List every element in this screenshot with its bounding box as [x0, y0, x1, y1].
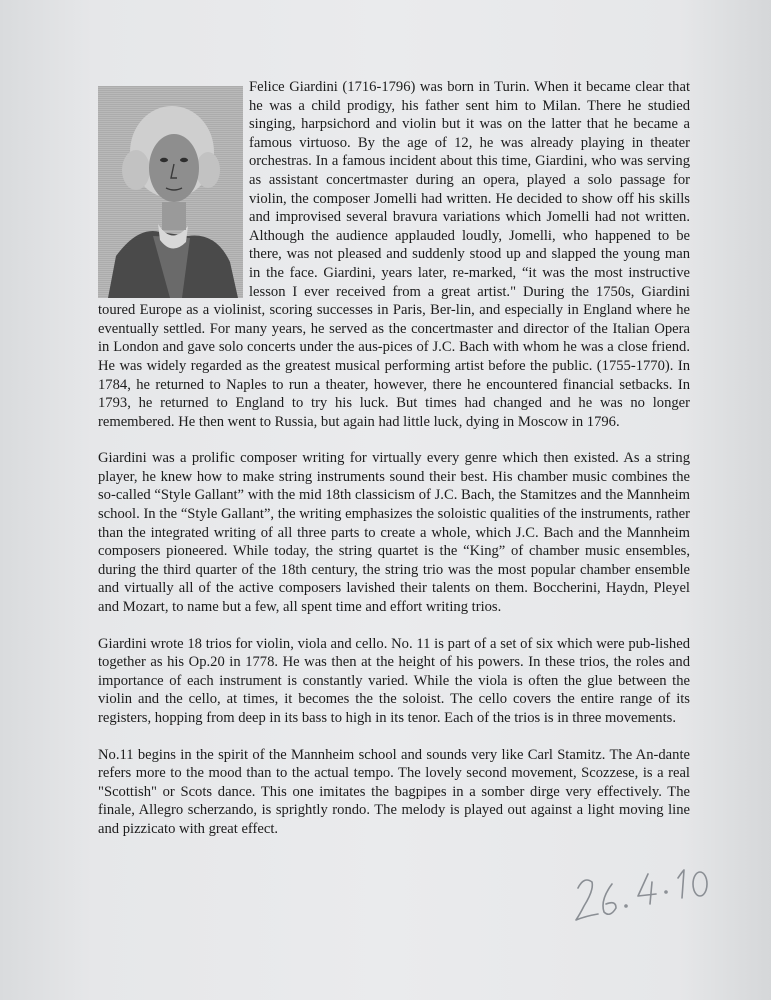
- article-body: [98, 78, 690, 857]
- handwritten-date-drawing: [570, 862, 730, 932]
- paragraph-biography: Felice Giardini (1716-1796) was born in Turin. When it became clear that he was a child prodigy, his father sent him to Milan. There he studied singing, harpsichord and violin but it was on the latter that he became a famous virtuoso. By the age of 12, he was already playing in theater orchestras. In a famous incident about this time, Giardini, who was serving as assistant concertmaster during an opera, played a solo passage for violin, the composer Jomelli had written. He decided to show off his skills and improvised several bravura variations which Jomelli had not written. Although the audience applauded loudly, Jomelli, who happened to be there, was not pleased and suddenly stood up and slapped the young man in the face. Giardini, years later, re-marked, “it was the most instructive lesson I ever received from a great artist." During the 1750s, Giardini toured Europe as a violinist, scoring successes in Paris, Ber-lin, and especially in England where he eventually settled. For many years, he served as the concertmaster and director of the Italian Opera in London and gave solo concerts under the aus-pices of J.C. Bach with whom he was a close friend. He was widely regarded as the greatest musical performing artist before the public. (1755-1770). In 1784, he returned to Naples to run a theater, however, there he encountered financial setbacks. In 1793, he returned to England to try his luck. But times had changed and he was no longer remembered. He then went to Russia, but again had little luck, dying in Moscow in 1796.: [98, 79, 690, 430]
- paragraph-no11: No.11 begins in the spirit of the Mannheim school and sounds very like Carl Stamitz. The An-dante refers more to the mood than to the actual tempo. The lovely second movement, Scozzese, is a real "Scottish" or Scots dance. This one imitates the bagpipes in a somber dirge very effectively. The finale, Allegro scherzando, is sprightly rondo. The melody is played out against a light moving line and pizzicato with great effect.: [98, 746, 690, 837]
- paragraph-composer-style: Giardini was a prolific composer writing for virtually every genre which then existed. As a string player, he knew how to make string instruments sound their best. His chamber music combines the so-called “Style Gallant” with the mid 18th classicism of J.C. Bach, the Stamitzes and the Mannheim school. In the “Style Gallant”, the writing emphasizes the soloistic qualities of the instruments, rather than the integrated writing of all three parts to create a whole, which J.C. Bach and the Mannheim composers pioneered. While today, the string quartet is the “King” of chamber music ensembles, during the third quarter of the 18th century, the string trio was the most popular chamber ensemble and virtually all of the active composers lavished their talents on them. Boccherini, Haydn, Pleyel and Mozart, to name but a few, all spent time and effort writing trios.: [98, 450, 690, 616]
- handwritten-date: [570, 862, 730, 932]
- portrait-figure: [98, 86, 243, 298]
- portrait-engraving: [98, 86, 243, 298]
- paragraph-trios: Giardini wrote 18 trios for violin, viola and cello. No. 11 is part of a set of six which were pub-lished together as his Op.20 in 1778. He was then at the height of his powers. In these trios, the roles and importance of each instrument is constantly varied. While the viola is often the glue between the violin and the cello, at times, it becomes the the soloist. The cello covers the entire range of its registers, hopping from deep in its bass to high in its tenor. Each of the trios is in three movements.: [98, 635, 690, 726]
